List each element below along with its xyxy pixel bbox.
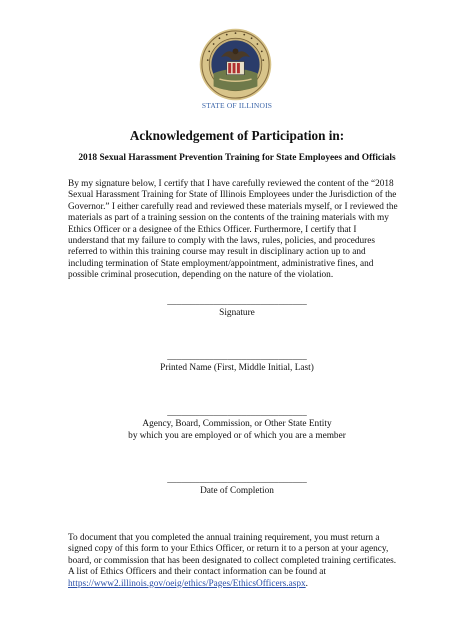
footer-line: A list of Ethics Officers and their contact information can be found at [68,567,326,578]
document-title: Acknowledgement of Participation in: [129,128,345,143]
signature-line[interactable]: ______________________________ [167,297,307,307]
body-line: referred to within this training course may result in disciplinary action up to and [68,247,366,258]
body-line: Governor.” I either carefully read and reviewed these materials myself, or I reviewed the [68,201,398,212]
printed-name-line[interactable]: ______________________________ [167,352,307,362]
printed-name-field[interactable] [0,352,474,375]
footer-link-line [68,579,413,590]
state-seal-icon [199,28,272,101]
link-suffix: . [305,578,308,589]
date-label: Date of Completion [200,486,274,497]
body-line: including termination of State employment/appointment, administrative fines, and [68,258,374,269]
date-field[interactable] [0,475,474,498]
body-line: possible criminal prosecution, depending on the nature of the violation. [68,270,334,281]
footer-line: To document that you completed the annual training requirement, you must return a [68,533,380,543]
printed-name-label: Printed Name (First, Middle Initial, Last) [160,363,314,374]
footer-line: signed copy of this form to your Ethics Officer, or return it to a person at your agency, [68,544,389,555]
date-line[interactable]: ______________________________ [167,475,307,485]
certification-paragraph [68,179,408,282]
body-line: materials as part of a training session on the contents of the training materials with my [68,213,389,224]
agency-label: Agency, Board, Commission, or Other State Entity [142,419,332,430]
footer-line: board, or commission that has been designated to collect completed training certificates. [68,555,397,566]
signature-label: Signature [219,308,255,319]
seal-caption: STATE OF ILLINOIS [201,101,273,110]
body-line: understand that my failure to comply with the laws, rules, policies, and procedures [68,236,375,247]
agency-line[interactable]: ______________________________ [167,408,307,418]
document-subtitle: 2018 Sexual Harassment Prevention Training for State Employees and Officials [78,153,396,163]
body-line: Ethics Officer or a designee of the Ethics Officer. Furthermore, I certify that I [68,224,357,235]
signature-field[interactable] [0,297,474,320]
footer-instructions [68,533,413,590]
ethics-officers-link[interactable]: https://www2.illinois.gov/oeig/ethics/Pages/EthicsOfficers.aspx [68,578,306,589]
agency-field[interactable] [0,408,474,442]
body-line: Sexual Harassment Training for State of Illinois Employees under the Jurisdiction of the [68,190,397,201]
body-line: By my signature below, I certify that I have carefully reviewed the content of the “2018 [68,179,394,189]
agency-label-sub: by which you are employed or of which you are a member [128,430,346,441]
